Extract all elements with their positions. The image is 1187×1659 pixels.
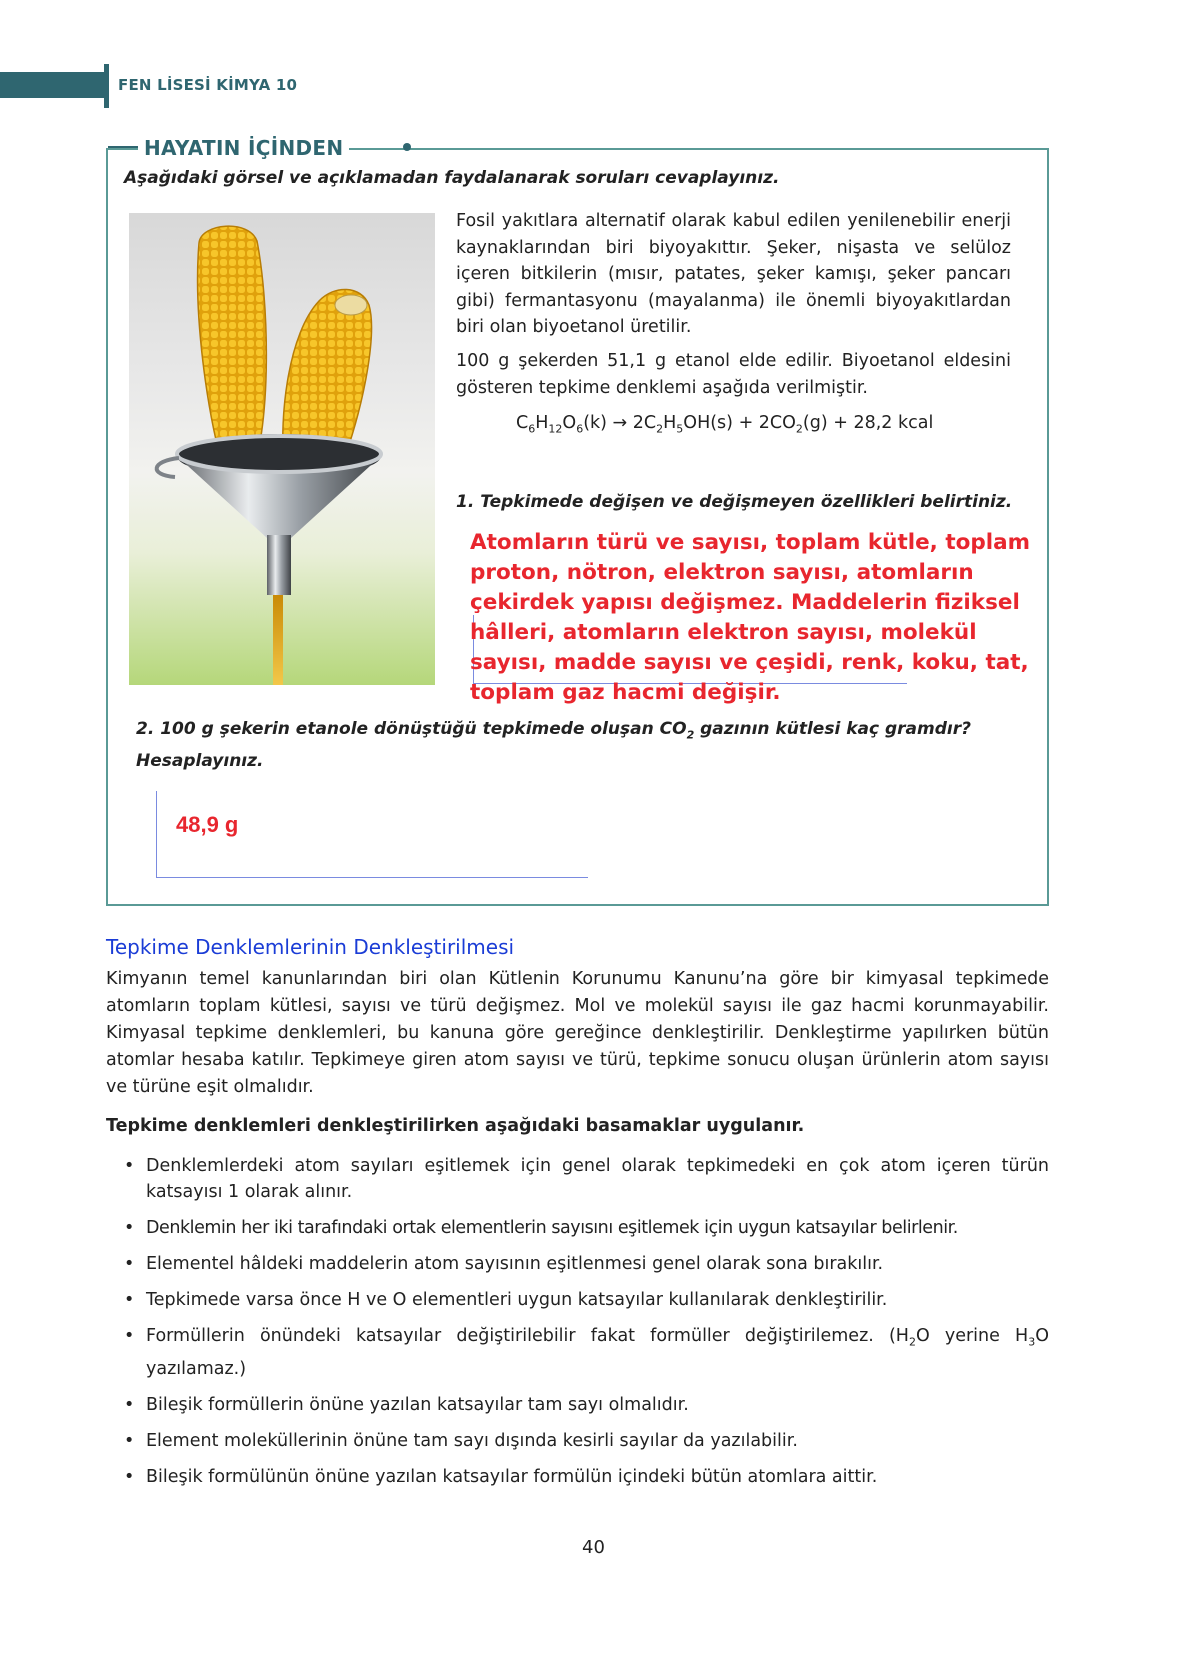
dot-icon: [403, 143, 411, 151]
corn-funnel-illustration: [129, 213, 435, 685]
activity-instruction: Aşağıdaki görsel ve açıklamadan faydalanarak soruları cevaplayınız.: [124, 168, 780, 188]
book-title: FEN LİSESİ KİMYA 10: [118, 76, 298, 94]
list-item: • Elementel hâldeki maddelerin atom sayısının eşitlenmesi genel olarak sona bırakılır.: [124, 1254, 884, 1274]
list-item: • Tepkimede varsa önce H ve O elementleri uygun katsayılar kullanılarak denkleştirilir.: [124, 1290, 888, 1310]
box-label: HAYATIN İÇİNDEN: [144, 136, 344, 160]
oil-stream: [273, 595, 283, 685]
funnel: [157, 434, 381, 595]
section-body: Kimyanın temel kanunlarından biri olan Kütlenin Korunumu Kanunu’na göre bir kimyasal tepkimede atomların toplam kütlesi, sayısı ve türü değişmez. Mol ve molekül sayısı ile gaz hacmi korunmayabilir. Kimyasal tepkime denklemleri, bu kanuna göre gereğince denkleştirilir. Denkleştirme yapılırken bütün atomlar hesaba katılır. Tepkimeye giren atom sayısı ve türü, tepkime sonucu oluşan ürünlerin atom sayısı ve türüne eşit olmalıdır.: [106, 969, 1049, 1097]
list-item: • Denklemin her iki tarafındaki ortak elementlerin sayısını eşitlemek için uygun katsayılar belirlenir.: [124, 1218, 958, 1238]
intro-paragraph-1: Fosil yakıtlara alternatif olarak kabul edilen yenilenebilir enerji kaynaklarından biri biyoyakıttır. Şeker, nişasta ve selüloz içeren bitkilerin (mısır, patates, şeker kamışı, şeker pancarı gibi) fermantasyonu (mayalanma) ile önemli biyoyakıtlardan biri olan biyoetanol üretilir.: [456, 211, 1011, 337]
corn-in-funnel-image: [129, 213, 435, 685]
answer-2: 48,9 g: [176, 812, 239, 837]
list-item: • Element moleküllerinin önüne tam sayı dışında kesirli sayılar da yazılabilir.: [124, 1430, 798, 1451]
box-label-wrap: [138, 136, 349, 160]
question-1: 1. Tepkimede değişen ve değişmeyen özellikleri belirtiniz.: [456, 492, 1013, 512]
question-2: 2. 100 g şekerin etanole dönüştüğü tepkimede oluşan $CO_2$ gazının kütlesi kaç gramdır? Hesaplayınız.: [136, 719, 971, 772]
section-title: Tepkime Denklemlerinin Denkleştirilmesi: [106, 935, 515, 959]
reaction-equation: $C_6H_{12}O_6(k) \to 2C_2H_5OH(s) + 2CO_2(g) + 28,2$ kcal: [516, 413, 934, 436]
page-number: 40: [582, 1537, 605, 1558]
list-item: • Bileşik formülünün önüne yazılan katsayılar formülün içindeki bütün atomlara aittir.: [124, 1466, 878, 1487]
section-lead: Tepkime denklemleri denkleştirilirken aşağıdaki basamaklar uygulanır.: [106, 1116, 805, 1136]
header-divider: [104, 64, 109, 108]
corn-cob-left: [198, 226, 267, 471]
answer-1: Atomların türü ve sayısı, toplam kütle, toplam proton, nötron, elektron sayısı, atomların çekirdek yapısı değişmez. Maddelerin fiziksel hâlleri, atomların elektron sayısı, molekül sayısı, madde sayısı ve çeşidi, renk, koku, tat, toplam gaz hacmi değişir.: [470, 530, 1031, 705]
intro-paragraph-2: 100 g şekerden 51,1 g etanol elde edilir. Biyoetanol eldesini gösteren tepkime denklemi aşağıda verilmiştir.: [456, 351, 1011, 398]
steps-list: [122, 1153, 1049, 1490]
header-color-bar: [0, 72, 107, 98]
list-item: • Bileşik formüllerin önüne yazılan katsayılar tam sayı olmalıdır.: [124, 1394, 689, 1415]
list-item: • Formüllerin önündeki katsayılar değiştirilebilir fakat formüller değiştirilemez. ($H_2O$ yerine $H_3O$ yazılamaz.): [124, 1326, 1049, 1379]
list-item: • Denklemlerdeki atom sayıları eşitlemek için genel olarak tepkimedeki en çok atom içeren türün katsayısı 1 olarak alınır.: [124, 1156, 1049, 1202]
